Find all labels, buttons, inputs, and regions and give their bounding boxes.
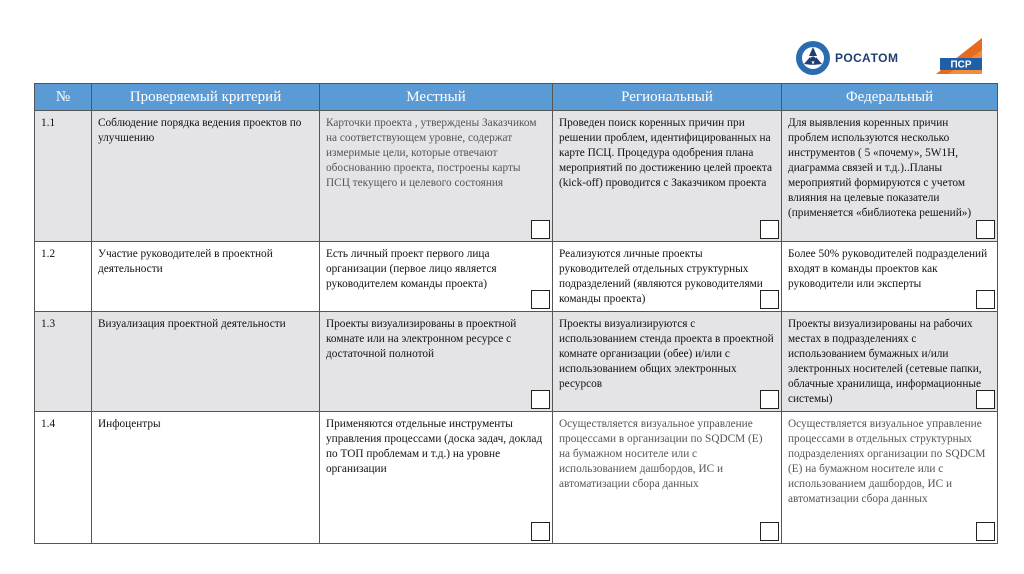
- table-row: [35, 111, 998, 242]
- local-checkbox[interactable]: [531, 220, 550, 239]
- table-header-row: [35, 84, 998, 111]
- federal-text: Для выявления коренных причин проблем используются несколько инструментов ( 5 «почему», 5W1H, диаграмма связей и т.д.)..Планы мероприятий формируются с учетом влияния на целевые показатели (применяется «библиотека решений»): [788, 117, 972, 219]
- regional-checkbox[interactable]: [760, 290, 779, 309]
- regional-checkbox[interactable]: [760, 522, 779, 541]
- row-number: 1.4: [41, 418, 56, 430]
- header-number: №: [35, 84, 92, 111]
- regional-text: Реализуются личные проекты руководителей отдельных структурных подразделений (являются руководителями команды проекта): [559, 248, 763, 305]
- federal-checkbox[interactable]: [976, 290, 995, 309]
- header-federal: Федеральный: [782, 84, 998, 111]
- regional-text: Осуществляется визуальное управление процессами в организации по SQDCM (Е) на бумажном носителе или с использованием дашбордов, ИС и автоматизации сбора данных: [559, 418, 763, 490]
- local-text: Применяются отдельные инструменты управления процессами (доска задач, доклад по ТОП проблемам и т.д.) на уровне организации: [326, 418, 543, 475]
- local-checkbox[interactable]: [531, 390, 550, 409]
- local-checkbox[interactable]: [531, 522, 550, 541]
- regional-text: Проекты визуализируются с использованием стенда проекта в проектной комнате организации (обее) и/или с использованием общих электронных ресурсов: [559, 318, 774, 390]
- header-local: Местный: [320, 84, 553, 111]
- local-text: Проекты визуализированы в проектной комнате или на электронном ресурсе с достаточной полнотой: [326, 318, 517, 360]
- criterion-text: Визуализация проектной деятельности: [98, 318, 286, 330]
- regional-checkbox[interactable]: [760, 220, 779, 239]
- rosatom-logo: [793, 38, 933, 78]
- criteria-table: [34, 83, 998, 544]
- row-number: 1.3: [41, 318, 56, 330]
- federal-checkbox[interactable]: [976, 522, 995, 541]
- header-regional: Региональный: [553, 84, 782, 111]
- federal-text: Осуществляется визуальное управление процессами в отдельных структурных подразделениях организации по SQDCM (Е) на бумажном носителе или с использованием дашбордов, ИС и автоматизации сбора данных: [788, 418, 986, 505]
- table-row: [35, 312, 998, 412]
- federal-text: Проекты визуализированы на рабочих местах в подразделениях с использованием бумажных и/или электронных носителей (сетевые папки, облачные хранилища, информационные системы): [788, 318, 982, 405]
- table-row: [35, 412, 998, 544]
- local-checkbox[interactable]: [531, 290, 550, 309]
- local-text: Карточки проекта , утверждены Заказчиком на соответствующем уровне, содержат измеримые цели, которые отвечают обоснованию проекта, построены карты ПСЦ текущего и целевого состояния: [326, 117, 537, 189]
- header-criterion: Проверяемый критерий: [92, 84, 320, 111]
- federal-checkbox[interactable]: [976, 390, 995, 409]
- table-row: [35, 242, 998, 312]
- criterion-text: Инфоцентры: [98, 418, 161, 430]
- rosatom-emblem-icon: [793, 38, 833, 78]
- psr-logo-icon: [934, 36, 984, 76]
- federal-checkbox[interactable]: [976, 220, 995, 239]
- row-number: 1.2: [41, 248, 56, 260]
- criterion-text: Участие руководителей в проектной деятельности: [98, 248, 273, 275]
- regional-checkbox[interactable]: [760, 390, 779, 409]
- federal-text: Более 50% руководителей подразделений входят в команды проектов как руководители или эксперты: [788, 248, 988, 290]
- local-text: Есть личный проект первого лица организации (первое лицо является руководителем команды проекта): [326, 248, 497, 290]
- psr-logo-text: ПСР: [950, 59, 972, 71]
- regional-text: Проведен поиск коренных причин при решении проблем, идентифицированных на карте ПСЦ. Процедура одобрения плана мероприятий по достижению целей проекта (kick-off) проводится с Заказчиком проекта: [559, 117, 772, 189]
- rosatom-wordmark: РОСАТОМ: [835, 51, 899, 65]
- criterion-text: Соблюдение порядка ведения проектов по улучшению: [98, 117, 302, 144]
- row-number: 1.1: [41, 117, 56, 129]
